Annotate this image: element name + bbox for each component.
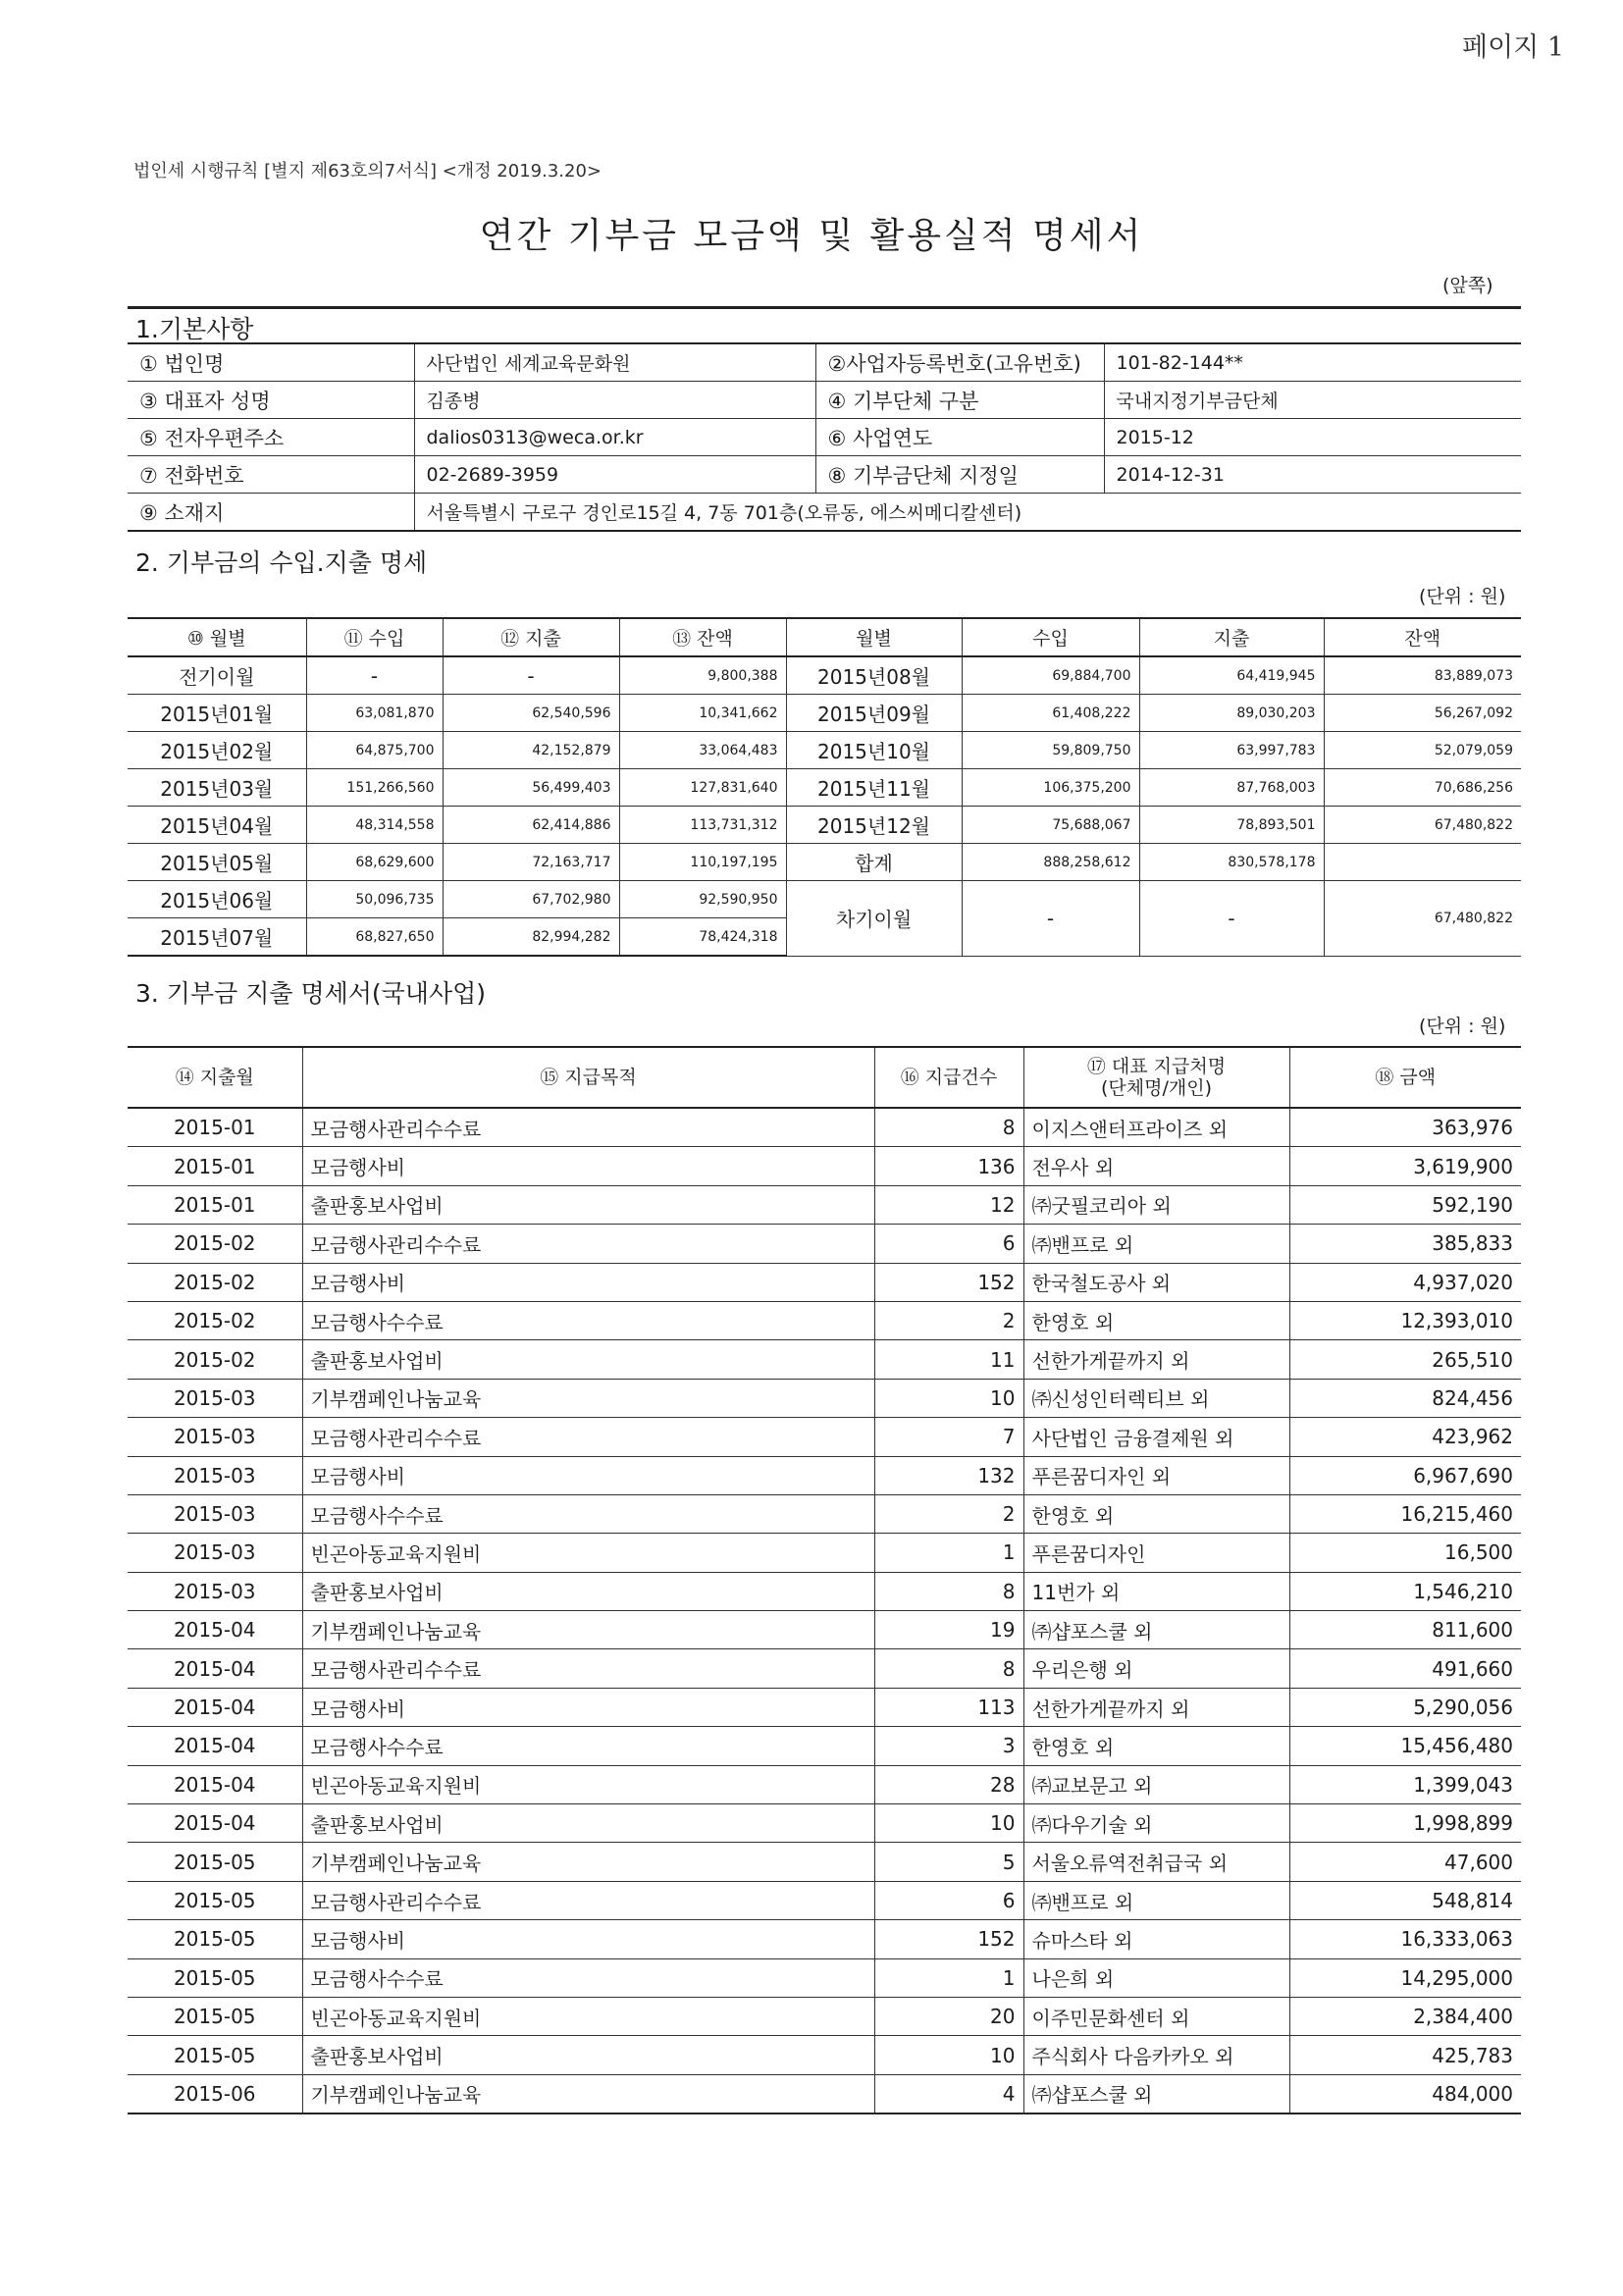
income-cell: 48,314,558 (306, 807, 443, 844)
law-reference: 법인세 시행규칙 [별지 제63호의7서식] <개정 2019.3.20> (133, 161, 602, 182)
income-cell: 106,375,200 (962, 769, 1139, 807)
field-label: ① 법인명 (128, 343, 414, 382)
expense-row (128, 1688, 1521, 1726)
expense-payee: 이지스앤터프라이즈 외 (1023, 1108, 1289, 1147)
expense-count: 10 (874, 2036, 1023, 2074)
income-cell: 68,629,600 (306, 844, 443, 881)
expense-amount: 1,399,043 (1289, 1765, 1521, 1803)
expense-purpose: 기부캠페인나눔교육 (302, 1611, 874, 1649)
expense-month: 2015-04 (128, 1804, 302, 1843)
field-value: 김종병 (414, 382, 815, 419)
expense-count: 8 (874, 1572, 1023, 1610)
expense-amount: 491,660 (1289, 1649, 1521, 1688)
expense-month: 2015-05 (128, 1997, 302, 2035)
page-number: 페이지 1 (1462, 32, 1565, 63)
income-cell: 68,827,650 (306, 918, 443, 957)
expense-payee: 나은희 외 (1023, 1958, 1289, 1997)
expense-purpose: 모금행사관리수수료 (302, 1108, 874, 1147)
expense-row (128, 1881, 1521, 1919)
basic-info-row (128, 343, 1521, 382)
field-value: 2014-12-31 (1104, 456, 1521, 494)
expense-amount: 5,290,056 (1289, 1688, 1521, 1726)
expense-month: 2015-04 (128, 1688, 302, 1726)
expense-amount: 592,190 (1289, 1185, 1521, 1224)
expense-payee: ㈜밴프로 외 (1023, 1225, 1289, 1263)
expense-amount: 425,783 (1289, 2036, 1521, 2074)
expense-header-amount: ⑱ 금액 (1289, 1047, 1521, 1108)
expense-amount: 1,998,899 (1289, 1804, 1521, 1843)
expense-count: 11 (874, 1340, 1023, 1379)
expense-month: 2015-01 (128, 1108, 302, 1147)
expense-purpose: 빈곤아동교육지원비 (302, 1534, 874, 1572)
balance-cell: 70,686,256 (1324, 769, 1521, 807)
expense-count: 12 (874, 1185, 1023, 1224)
expense-row (128, 1765, 1521, 1803)
month-cell: 2015년11월 (786, 769, 962, 807)
expense-payee: ㈜다우기술 외 (1023, 1804, 1289, 1843)
expense-amount: 47,600 (1289, 1843, 1521, 1881)
field-label: ⑦ 전화번호 (128, 456, 414, 494)
month-cell: 2015년02월 (128, 732, 306, 769)
expense-count: 136 (874, 1147, 1023, 1185)
expense-row (128, 1185, 1521, 1224)
expense-count: 6 (874, 1225, 1023, 1263)
expense-purpose: 모금행사비 (302, 1456, 874, 1494)
expense-cell: 63,997,783 (1139, 732, 1324, 769)
field-value: 02-2689-3959 (414, 456, 815, 494)
expense-count: 152 (874, 1263, 1023, 1301)
expense-amount: 16,215,460 (1289, 1494, 1521, 1533)
expense-month: 2015-02 (128, 1340, 302, 1379)
month-cell: 2015년05월 (128, 844, 306, 881)
address-value: 서울특별시 구로구 경인로15길 4, 7동 701층(오류동, 에스씨메디칼센터) (414, 494, 1521, 532)
expense-count: 113 (874, 1688, 1023, 1726)
income-row (128, 844, 1521, 881)
income-header-cell: 잔액 (1324, 618, 1521, 656)
expense-payee: ㈜밴프로 외 (1023, 1881, 1289, 1919)
month-cell: 2015년10월 (786, 732, 962, 769)
section-basic-title: 1.기본사항 (135, 315, 254, 343)
expense-purpose: 모금행사수수료 (302, 1494, 874, 1533)
expense-row (128, 1611, 1521, 1649)
basic-info-row (128, 419, 1521, 456)
income-header-cell: ⑫ 지출 (443, 618, 619, 656)
expense-amount: 6,967,690 (1289, 1456, 1521, 1494)
expense-cell: 82,994,282 (443, 918, 619, 957)
income-cell: 75,688,067 (962, 807, 1139, 844)
expense-amount: 16,333,063 (1289, 1920, 1521, 1958)
expense-cell: 62,414,886 (443, 807, 619, 844)
expense-month: 2015-02 (128, 1263, 302, 1301)
expense-purpose: 기부캠페인나눔교육 (302, 1379, 874, 1417)
expense-payee: 푸른꿈디자인 외 (1023, 1456, 1289, 1494)
expense-purpose: 모금행사수수료 (302, 1958, 874, 1997)
expense-month: 2015-03 (128, 1494, 302, 1533)
expense-payee: 이주민문화센터 외 (1023, 1997, 1289, 2035)
expense-payee: ㈜샵포스쿨 외 (1023, 1611, 1289, 1649)
expense-purpose: 모금행사비 (302, 1263, 874, 1301)
income-header-cell: ⑪ 수입 (306, 618, 443, 656)
income-row (128, 656, 1521, 695)
expense-purpose: 모금행사관리수수료 (302, 1225, 874, 1263)
expense-row (128, 1494, 1521, 1533)
expense-payee: 주식회사 다음카카오 외 (1023, 2036, 1289, 2074)
expense-count: 10 (874, 1804, 1023, 1843)
expense-month: 2015-03 (128, 1572, 302, 1610)
expense-payee: 11번가 외 (1023, 1572, 1289, 1610)
income-header-cell: ⑬ 잔액 (619, 618, 786, 656)
expense-amount: 811,600 (1289, 1611, 1521, 1649)
month-cell: 2015년12월 (786, 807, 962, 844)
field-label: ②사업자등록번호(고유번호) (815, 343, 1104, 382)
expense-payee: ㈜교보문고 외 (1023, 1765, 1289, 1803)
balance-cell: 56,267,092 (1324, 695, 1521, 732)
expense-cell: 64,419,945 (1139, 656, 1324, 695)
income-expense-table (128, 617, 1521, 957)
expense-payee: 한영호 외 (1023, 1727, 1289, 1765)
expense-row (128, 1340, 1521, 1379)
basic-info-table (128, 342, 1521, 532)
balance-cell: 9,800,388 (619, 656, 786, 695)
income-cell: 61,408,222 (962, 695, 1139, 732)
expense-count: 4 (874, 2074, 1023, 2113)
expense-amount: 484,000 (1289, 2074, 1521, 2113)
expense-amount: 2,384,400 (1289, 1997, 1521, 2035)
expense-payee: 푸른꿈디자인 (1023, 1534, 1289, 1572)
expense-cell: 62,540,596 (443, 695, 619, 732)
expense-purpose: 출판홍보사업비 (302, 1804, 874, 1843)
income-cell: 59,809,750 (962, 732, 1139, 769)
carry-forward-label: 차기이월 (786, 881, 962, 957)
expense-purpose: 모금행사비 (302, 1920, 874, 1958)
section-expense-title: 3. 기부금 지출 명세서(국내사업) (135, 979, 487, 1008)
expense-row (128, 1379, 1521, 1417)
balance-cell: 33,064,483 (619, 732, 786, 769)
expense-purpose: 모금행사비 (302, 1147, 874, 1185)
expense-detail-table (128, 1046, 1521, 2114)
income-header-cell: 수입 (962, 618, 1139, 656)
expense-count: 19 (874, 1611, 1023, 1649)
field-value: dalios0313@weca.or.kr (414, 419, 815, 456)
carry-forward-balance: 67,480,822 (1324, 881, 1521, 957)
expense-payee: 선한가게끝까지 외 (1023, 1340, 1289, 1379)
front-side-label: (앞쪽) (1442, 275, 1493, 296)
expense-row (128, 1572, 1521, 1610)
expense-count: 6 (874, 1881, 1023, 1919)
expense-purpose: 빈곤아동교육지원비 (302, 1765, 874, 1803)
expense-month: 2015-04 (128, 1727, 302, 1765)
expense-payee: 우리은행 외 (1023, 1649, 1289, 1688)
expense-purpose: 모금행사관리수수료 (302, 1418, 874, 1456)
month-cell: 2015년04월 (128, 807, 306, 844)
month-cell: 합계 (786, 844, 962, 881)
field-value: 국내지정기부금단체 (1104, 382, 1521, 419)
balance-cell: 110,197,195 (619, 844, 786, 881)
expense-row (128, 1418, 1521, 1456)
expense-purpose: 출판홍보사업비 (302, 1340, 874, 1379)
expense-payee: ㈜굿필코리아 외 (1023, 1185, 1289, 1224)
basic-info-row (128, 382, 1521, 419)
expense-month: 2015-05 (128, 1958, 302, 1997)
income-cell: 64,875,700 (306, 732, 443, 769)
income-unit-label: (단위 : 원) (1419, 586, 1506, 607)
income-row (128, 695, 1521, 732)
expense-month: 2015-04 (128, 1611, 302, 1649)
expense-count: 7 (874, 1418, 1023, 1456)
income-cell: 888,258,612 (962, 844, 1139, 881)
expense-header-payee-line2: (단체명/개인) (1101, 1077, 1212, 1099)
expense-row (128, 1804, 1521, 1843)
balance-cell: 52,079,059 (1324, 732, 1521, 769)
expense-purpose: 기부캠페인나눔교육 (302, 1843, 874, 1881)
expense-amount: 265,510 (1289, 1340, 1521, 1379)
field-label: ⑧ 기부금단체 지정일 (815, 456, 1104, 494)
month-cell: 2015년01월 (128, 695, 306, 732)
expense-row (128, 1147, 1521, 1185)
expense-amount: 3,619,900 (1289, 1147, 1521, 1185)
expense-cell: 830,578,178 (1139, 844, 1324, 881)
expense-month: 2015-05 (128, 2036, 302, 2074)
month-cell: 전기이월 (128, 656, 306, 695)
expense-amount: 4,937,020 (1289, 1263, 1521, 1301)
expense-row (128, 2036, 1521, 2074)
balance-cell: 113,731,312 (619, 807, 786, 844)
expense-cell: 67,702,980 (443, 881, 619, 918)
expense-row (128, 2074, 1521, 2113)
income-cell: 50,096,735 (306, 881, 443, 918)
expense-count: 3 (874, 1727, 1023, 1765)
expense-month: 2015-05 (128, 1843, 302, 1881)
expense-amount: 363,976 (1289, 1108, 1521, 1147)
expense-row (128, 1301, 1521, 1339)
expense-row (128, 1958, 1521, 1997)
expense-month: 2015-06 (128, 2074, 302, 2113)
expense-payee: ㈜샵포스쿨 외 (1023, 2074, 1289, 2113)
expense-cell: 89,030,203 (1139, 695, 1324, 732)
expense-count: 1 (874, 1958, 1023, 1997)
expense-count: 2 (874, 1494, 1023, 1533)
expense-header-month: ⑭ 지출월 (128, 1047, 302, 1108)
expense-month: 2015-04 (128, 1649, 302, 1688)
expense-payee: ㈜신성인터렉티브 외 (1023, 1379, 1289, 1417)
expense-amount: 385,833 (1289, 1225, 1521, 1263)
expense-count: 1 (874, 1534, 1023, 1572)
expense-row (128, 1456, 1521, 1494)
expense-month: 2015-04 (128, 1765, 302, 1803)
expense-amount: 548,814 (1289, 1881, 1521, 1919)
income-cell: - (306, 656, 443, 695)
expense-purpose: 모금행사수수료 (302, 1301, 874, 1339)
balance-cell: 83,889,073 (1324, 656, 1521, 695)
income-row (128, 769, 1521, 807)
expense-amount: 423,962 (1289, 1418, 1521, 1456)
expense-amount: 12,393,010 (1289, 1301, 1521, 1339)
expense-count: 28 (874, 1765, 1023, 1803)
income-header-cell: 지출 (1139, 618, 1324, 656)
expense-payee: 전우사 외 (1023, 1147, 1289, 1185)
expense-count: 8 (874, 1649, 1023, 1688)
month-cell: 2015년06월 (128, 881, 306, 918)
income-row (128, 881, 1521, 918)
expense-amount: 16,500 (1289, 1534, 1521, 1572)
expense-payee: 선한가게끝까지 외 (1023, 1688, 1289, 1726)
expense-row (128, 1997, 1521, 2035)
expense-month: 2015-03 (128, 1456, 302, 1494)
expense-row (128, 1534, 1521, 1572)
expense-month: 2015-01 (128, 1147, 302, 1185)
expense-cell: 87,768,003 (1139, 769, 1324, 807)
expense-row (128, 1649, 1521, 1688)
expense-row (128, 1843, 1521, 1881)
expense-row (128, 1727, 1521, 1765)
expense-header-payee-line1: ⑰ 대표 지급처명 (1086, 1056, 1227, 1077)
expense-purpose: 빈곤아동교육지원비 (302, 1997, 874, 2035)
month-cell: 2015년07월 (128, 918, 306, 957)
expense-purpose: 출판홍보사업비 (302, 1572, 874, 1610)
expense-amount: 14,295,000 (1289, 1958, 1521, 1997)
balance-cell: 10,341,662 (619, 695, 786, 732)
expense-amount: 15,456,480 (1289, 1727, 1521, 1765)
expense-count: 10 (874, 1379, 1023, 1417)
balance-cell: 92,590,950 (619, 881, 786, 918)
income-row (128, 807, 1521, 844)
expense-purpose: 모금행사비 (302, 1688, 874, 1726)
expense-month: 2015-05 (128, 1920, 302, 1958)
expense-payee: 한영호 외 (1023, 1301, 1289, 1339)
carry-forward-expense: - (1139, 881, 1324, 957)
expense-month: 2015-01 (128, 1185, 302, 1224)
expense-payee: 서울오류역전취급국 외 (1023, 1843, 1289, 1881)
expense-cell: 72,163,717 (443, 844, 619, 881)
field-label: ⑤ 전자우편주소 (128, 419, 414, 456)
expense-purpose: 모금행사관리수수료 (302, 1649, 874, 1688)
income-row (128, 732, 1521, 769)
income-header-cell: ⑩ 월별 (128, 618, 306, 656)
expense-count: 2 (874, 1301, 1023, 1339)
top-rule (128, 306, 1521, 309)
balance-cell: 78,424,318 (619, 918, 786, 957)
expense-count: 8 (874, 1108, 1023, 1147)
expense-month: 2015-03 (128, 1379, 302, 1417)
expense-purpose: 출판홍보사업비 (302, 2036, 874, 2074)
expense-cell: 78,893,501 (1139, 807, 1324, 844)
expense-row (128, 1225, 1521, 1263)
field-value: 2015-12 (1104, 419, 1521, 456)
expense-count: 20 (874, 1997, 1023, 2035)
expense-row (128, 1920, 1521, 1958)
expense-amount: 1,546,210 (1289, 1572, 1521, 1610)
field-value: 101-82-144** (1104, 343, 1521, 382)
balance-cell: 67,480,822 (1324, 807, 1521, 844)
expense-cell: 42,152,879 (443, 732, 619, 769)
field-label: ⑥ 사업연도 (815, 419, 1104, 456)
expense-count: 152 (874, 1920, 1023, 1958)
expense-unit-label: (단위 : 원) (1419, 1016, 1506, 1037)
month-cell: 2015년09월 (786, 695, 962, 732)
basic-info-row (128, 456, 1521, 494)
expense-row (128, 1263, 1521, 1301)
expense-cell: - (443, 656, 619, 695)
expense-month: 2015-02 (128, 1225, 302, 1263)
expense-purpose: 모금행사수수료 (302, 1727, 874, 1765)
field-value: 사단법인 세계교육문화원 (414, 343, 815, 382)
expense-month: 2015-03 (128, 1418, 302, 1456)
expense-header-payee (1023, 1047, 1289, 1108)
income-header-cell: 월별 (786, 618, 962, 656)
expense-payee: 한국철도공사 외 (1023, 1263, 1289, 1301)
expense-purpose: 출판홍보사업비 (302, 1185, 874, 1224)
expense-payee: 슈마스타 외 (1023, 1920, 1289, 1958)
month-cell: 2015년08월 (786, 656, 962, 695)
expense-purpose: 모금행사관리수수료 (302, 1881, 874, 1919)
expense-amount: 824,456 (1289, 1379, 1521, 1417)
expense-purpose: 기부캠페인나눔교육 (302, 2074, 874, 2113)
expense-month: 2015-02 (128, 1301, 302, 1339)
carry-forward-income: - (962, 881, 1139, 957)
address-label: ⑨ 소재지 (128, 494, 414, 532)
month-cell: 2015년03월 (128, 769, 306, 807)
balance-cell (1324, 844, 1521, 881)
field-label: ③ 대표자 성명 (128, 382, 414, 419)
expense-row (128, 1108, 1521, 1147)
field-label: ④ 기부단체 구분 (815, 382, 1104, 419)
expense-payee: 한영호 외 (1023, 1494, 1289, 1533)
expense-header-count: ⑯ 지급건수 (874, 1047, 1023, 1108)
expense-month: 2015-05 (128, 1881, 302, 1919)
income-cell: 151,266,560 (306, 769, 443, 807)
expense-header-purpose: ⑮ 지급목적 (302, 1047, 874, 1108)
expense-month: 2015-03 (128, 1534, 302, 1572)
section-income-title: 2. 기부금의 수입.지출 명세 (135, 548, 428, 577)
income-cell: 69,884,700 (962, 656, 1139, 695)
balance-cell: 127,831,640 (619, 769, 786, 807)
document-title: 연간 기부금 모금액 및 활용실적 명세서 (479, 216, 1144, 256)
expense-cell: 56,499,403 (443, 769, 619, 807)
expense-count: 132 (874, 1456, 1023, 1494)
expense-payee: 사단법인 금융결제원 외 (1023, 1418, 1289, 1456)
basic-info-row (128, 494, 1521, 532)
expense-count: 5 (874, 1843, 1023, 1881)
income-cell: 63,081,870 (306, 695, 443, 732)
